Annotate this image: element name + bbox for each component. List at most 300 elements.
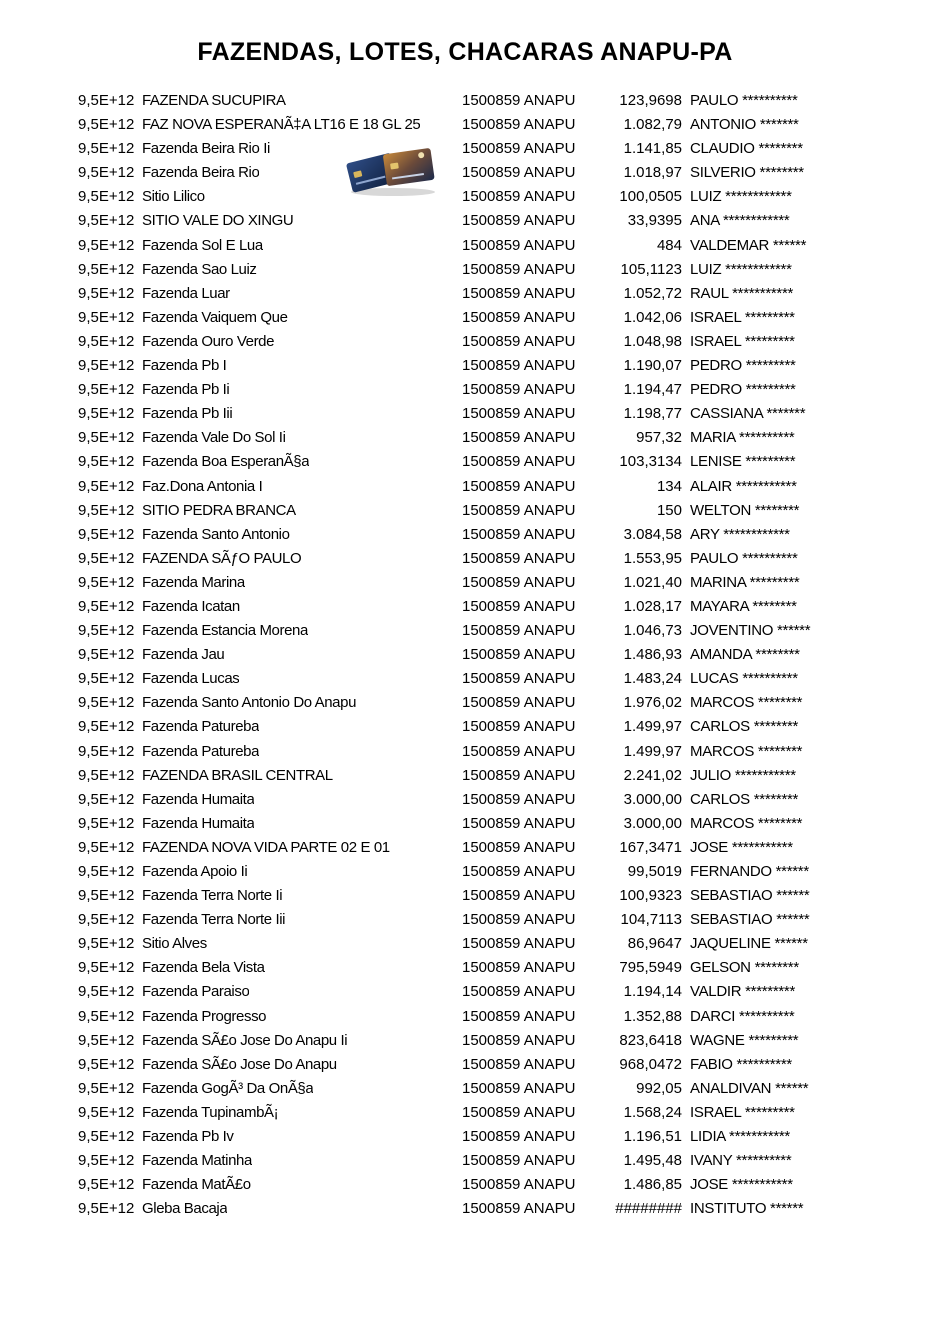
property-name-cell: Fazenda Terra Norte Iii — [142, 911, 286, 929]
city-name: ANAPU — [523, 477, 576, 495]
area-cell: 1.196,51 — [623, 1128, 682, 1146]
area-cell: 1.194,14 — [623, 983, 682, 1001]
table-row — [0, 715, 930, 739]
owner-cell: SILVERIO ******** — [690, 164, 804, 182]
area-cell: 3.084,58 — [623, 525, 682, 543]
code-cell: 9,5E+12 — [78, 1007, 135, 1025]
municipality-cell — [462, 956, 575, 980]
city-name: ANAPU — [523, 1031, 576, 1049]
city-name: ANAPU — [523, 1176, 576, 1194]
table-row — [0, 475, 930, 499]
ibge-code: 1500859 — [462, 284, 521, 302]
owner-cell: RAUL *********** — [690, 284, 794, 302]
city-name: ANAPU — [523, 212, 576, 230]
ibge-code: 1500859 — [462, 381, 521, 399]
city-name: ANAPU — [523, 622, 576, 640]
ibge-code: 1500859 — [462, 1128, 521, 1146]
code-cell: 9,5E+12 — [78, 1079, 135, 1097]
area-cell: 1.553,95 — [623, 549, 682, 567]
area-cell: 1.486,85 — [623, 1176, 682, 1194]
property-name-cell: Fazenda Luar — [142, 284, 230, 302]
code-cell: 9,5E+12 — [78, 308, 135, 326]
table-row — [0, 595, 930, 619]
code-cell: 9,5E+12 — [78, 549, 135, 567]
city-name: ANAPU — [523, 260, 576, 278]
ibge-code: 1500859 — [462, 838, 521, 856]
property-name-cell: Fazenda Ouro Verde — [142, 332, 275, 350]
municipality-cell — [462, 1149, 575, 1173]
city-name: ANAPU — [523, 116, 576, 134]
code-cell: 9,5E+12 — [78, 887, 135, 905]
municipality-cell — [462, 234, 575, 258]
city-name: ANAPU — [523, 1055, 576, 1073]
ibge-code: 1500859 — [462, 1055, 521, 1073]
property-name-cell: FAZENDA BRASIL CENTRAL — [142, 766, 333, 784]
ibge-code: 1500859 — [462, 332, 521, 350]
property-name-cell: FAZENDA NOVA VIDA PARTE 02 E 01 — [142, 838, 390, 856]
table-row — [0, 667, 930, 691]
code-cell: 9,5E+12 — [78, 260, 135, 278]
code-cell: 9,5E+12 — [78, 140, 135, 158]
area-cell: 86,9647 — [627, 935, 682, 953]
owner-cell: FABIO ********** — [690, 1055, 792, 1073]
ibge-code: 1500859 — [462, 453, 521, 471]
municipality-cell — [462, 836, 575, 860]
property-name-cell: SITIO VALE DO XINGU — [142, 212, 294, 230]
table-row — [0, 836, 930, 860]
municipality-cell — [462, 1029, 575, 1053]
city-name: ANAPU — [523, 188, 576, 206]
municipality-cell — [462, 185, 575, 209]
code-cell: 9,5E+12 — [78, 1103, 135, 1121]
ibge-code: 1500859 — [462, 646, 521, 664]
owner-cell: FERNANDO ****** — [690, 863, 809, 880]
code-cell: 9,5E+12 — [78, 1055, 135, 1073]
property-name-cell: Fazenda Apoio Ii — [142, 863, 248, 880]
code-cell: 9,5E+12 — [78, 501, 135, 519]
table-row — [0, 185, 930, 209]
ibge-code: 1500859 — [462, 549, 521, 567]
ibge-code: 1500859 — [462, 1152, 521, 1170]
ibge-code: 1500859 — [462, 887, 521, 905]
city-name: ANAPU — [523, 646, 576, 664]
code-cell: 9,5E+12 — [78, 983, 135, 1001]
owner-cell: JULIO *********** — [690, 766, 796, 784]
ibge-code: 1500859 — [462, 911, 521, 929]
code-cell: 9,5E+12 — [78, 790, 135, 808]
table-row — [0, 113, 930, 137]
city-name: ANAPU — [523, 549, 576, 567]
city-name: ANAPU — [523, 92, 576, 109]
ibge-code: 1500859 — [462, 983, 521, 1001]
municipality-cell — [462, 1101, 575, 1125]
owner-cell: MARIA ********** — [690, 429, 795, 447]
code-cell: 9,5E+12 — [78, 332, 135, 350]
code-cell: 9,5E+12 — [78, 1200, 135, 1218]
city-name: ANAPU — [523, 501, 576, 519]
municipality-cell — [462, 306, 575, 330]
area-cell: 1.042,06 — [623, 308, 682, 326]
municipality-cell — [462, 1005, 575, 1029]
code-cell: 9,5E+12 — [78, 1176, 135, 1194]
owner-cell: WAGNE ********* — [690, 1031, 799, 1049]
table-row — [0, 932, 930, 956]
property-name-cell: Faz.Dona Antonia I — [142, 477, 263, 495]
city-name: ANAPU — [523, 790, 576, 808]
city-name: ANAPU — [523, 357, 576, 375]
ibge-code: 1500859 — [462, 597, 521, 615]
table-row — [0, 282, 930, 306]
table-row — [0, 956, 930, 980]
city-name: ANAPU — [523, 935, 576, 953]
city-name: ANAPU — [523, 694, 576, 712]
area-cell: 1.499,97 — [623, 742, 682, 760]
ibge-code: 1500859 — [462, 116, 521, 134]
property-name-cell: Fazenda Santo Antonio — [142, 525, 290, 543]
area-cell: 123,9698 — [619, 92, 682, 109]
municipality-cell — [462, 908, 575, 932]
owner-cell: JOSE *********** — [690, 838, 793, 856]
code-cell: 9,5E+12 — [78, 405, 135, 423]
table-row — [0, 547, 930, 571]
code-cell: 9,5E+12 — [78, 188, 135, 206]
property-name-cell: Fazenda Humaita — [142, 814, 255, 832]
table-row — [0, 908, 930, 932]
code-cell: 9,5E+12 — [78, 863, 135, 880]
code-cell: 9,5E+12 — [78, 766, 135, 784]
code-cell: 9,5E+12 — [78, 742, 135, 760]
code-cell: 9,5E+12 — [78, 622, 135, 640]
property-name-cell: Fazenda SÃ£o Jose Do Anapu — [142, 1055, 337, 1073]
property-name-cell: Fazenda Estancia Morena — [142, 622, 308, 640]
table-row — [0, 450, 930, 474]
property-name-cell: FAZENDA SUCUPIRA — [142, 92, 286, 109]
code-cell: 9,5E+12 — [78, 116, 135, 134]
municipality-cell — [462, 595, 575, 619]
property-name-cell: Fazenda GogÃ³ Da OnÃ§a — [142, 1079, 314, 1097]
municipality-cell — [462, 426, 575, 450]
property-name-cell: FAZ NOVA ESPERANÃ‡A LT16 E 18 GL 25 — [142, 116, 421, 134]
area-cell: 3.000,00 — [623, 814, 682, 832]
area-cell: 484 — [656, 236, 682, 254]
city-name: ANAPU — [523, 1200, 576, 1218]
records-list — [0, 89, 930, 1221]
area-cell: 1.052,72 — [623, 284, 682, 302]
code-cell: 9,5E+12 — [78, 284, 135, 302]
table-row — [0, 1053, 930, 1077]
ibge-code: 1500859 — [462, 1079, 521, 1097]
owner-cell: CASSIANA ******* — [690, 405, 806, 423]
city-name: ANAPU — [523, 1152, 576, 1170]
table-row — [0, 234, 930, 258]
property-name-cell: Fazenda Icatan — [142, 597, 240, 615]
code-cell: 9,5E+12 — [78, 1152, 135, 1170]
area-cell: 105,1123 — [620, 260, 682, 278]
municipality-cell — [462, 113, 575, 137]
city-name: ANAPU — [523, 670, 576, 688]
ibge-code: 1500859 — [462, 935, 521, 953]
municipality-cell — [462, 1077, 575, 1101]
property-name-cell: Fazenda Bela Vista — [142, 959, 265, 977]
city-name: ANAPU — [523, 236, 576, 254]
table-row — [0, 764, 930, 788]
owner-cell: JOVENTINO ****** — [690, 622, 811, 640]
municipality-cell — [462, 1053, 575, 1077]
city-name: ANAPU — [523, 983, 576, 1001]
property-name-cell: Fazenda Patureba — [142, 718, 260, 736]
area-cell: 33,9395 — [627, 212, 682, 230]
table-row — [0, 1173, 930, 1197]
owner-cell: LUCAS ********** — [690, 670, 798, 688]
table-row — [0, 1149, 930, 1173]
city-name: ANAPU — [523, 863, 576, 880]
table-row — [0, 330, 930, 354]
ibge-code: 1500859 — [462, 236, 521, 254]
municipality-cell — [462, 715, 575, 739]
owner-cell: DARCI ********** — [690, 1007, 795, 1025]
area-cell: 1.976,02 — [623, 694, 682, 712]
code-cell: 9,5E+12 — [78, 597, 135, 615]
owner-cell: JOSE *********** — [690, 1176, 793, 1194]
owner-cell: SEBASTIAO ****** — [690, 887, 810, 905]
municipality-cell — [462, 860, 575, 884]
owner-cell: ANALDIVAN ****** — [690, 1079, 809, 1097]
owner-cell: ANTONIO ******* — [690, 116, 799, 134]
ibge-code: 1500859 — [462, 260, 521, 278]
table-row — [0, 1197, 930, 1221]
table-row — [0, 209, 930, 233]
municipality-cell — [462, 740, 575, 764]
credit-cards-image — [345, 145, 437, 197]
table-row — [0, 619, 930, 643]
city-name: ANAPU — [523, 140, 576, 158]
municipality-cell — [462, 884, 575, 908]
table-row — [0, 306, 930, 330]
municipality-cell — [462, 1125, 575, 1149]
table-row — [0, 980, 930, 1004]
area-cell: 1.190,07 — [623, 357, 682, 375]
area-cell: 1.495,48 — [623, 1152, 682, 1170]
city-name: ANAPU — [523, 429, 576, 447]
code-cell: 9,5E+12 — [78, 1128, 135, 1146]
code-cell: 9,5E+12 — [78, 646, 135, 664]
owner-cell: ANA ************ — [690, 212, 790, 230]
owner-cell: LUIZ ************ — [690, 260, 792, 278]
property-name-cell: Fazenda Jau — [142, 646, 225, 664]
property-name-cell: Fazenda Sao Luiz — [142, 260, 257, 278]
city-name: ANAPU — [523, 525, 576, 543]
city-name: ANAPU — [523, 381, 576, 399]
city-name: ANAPU — [523, 1103, 576, 1121]
ibge-code: 1500859 — [462, 766, 521, 784]
municipality-cell — [462, 764, 575, 788]
owner-cell: MARINA ********* — [690, 573, 800, 591]
owner-cell: ISRAEL ********* — [690, 308, 795, 326]
city-name: ANAPU — [523, 887, 576, 905]
area-cell: 1.352,88 — [623, 1007, 682, 1025]
property-name-cell: Fazenda Santo Antonio Do Anapu — [142, 694, 357, 712]
area-cell: 1.499,97 — [623, 718, 682, 736]
municipality-cell — [462, 209, 575, 233]
area-cell: 1.486,93 — [623, 646, 682, 664]
municipality-cell — [462, 1197, 575, 1221]
owner-cell: MARCOS ******** — [690, 694, 803, 712]
property-name-cell: Fazenda Boa EsperanÃ§a — [142, 453, 310, 471]
property-name-cell: Gleba Bacaja — [142, 1200, 228, 1218]
table-row — [0, 1125, 930, 1149]
table-row — [0, 571, 930, 595]
owner-cell: LENISE ********* — [690, 453, 796, 471]
ibge-code: 1500859 — [462, 670, 521, 688]
owner-cell: PEDRO ********* — [690, 357, 796, 375]
area-cell: 100,0505 — [619, 188, 682, 206]
property-name-cell: Fazenda Beira Rio — [142, 164, 260, 182]
code-cell: 9,5E+12 — [78, 429, 135, 447]
property-name-cell: Fazenda Pb I — [142, 357, 227, 375]
table-row — [0, 812, 930, 836]
owner-cell: VALDIR ********* — [690, 983, 795, 1001]
owner-cell: ISRAEL ********* — [690, 332, 795, 350]
ibge-code: 1500859 — [462, 1200, 521, 1218]
ibge-code: 1500859 — [462, 525, 521, 543]
municipality-cell — [462, 137, 575, 161]
municipality-cell — [462, 788, 575, 812]
municipality-cell — [462, 330, 575, 354]
table-row — [0, 378, 930, 402]
table-row — [0, 258, 930, 282]
ibge-code: 1500859 — [462, 622, 521, 640]
municipality-cell — [462, 161, 575, 185]
code-cell: 9,5E+12 — [78, 718, 135, 736]
table-row — [0, 1101, 930, 1125]
property-name-cell: Fazenda Paraiso — [142, 983, 250, 1001]
ibge-code: 1500859 — [462, 814, 521, 832]
table-row — [0, 137, 930, 161]
area-cell: 100,9323 — [619, 887, 682, 905]
code-cell: 9,5E+12 — [78, 911, 135, 929]
ibge-code: 1500859 — [462, 1176, 521, 1194]
area-cell: 1.021,40 — [623, 573, 682, 591]
area-cell: 1.048,98 — [623, 332, 682, 350]
owner-cell: PAULO ********** — [690, 92, 798, 109]
ibge-code: 1500859 — [462, 959, 521, 977]
owner-cell: VALDEMAR ****** — [690, 236, 807, 254]
municipality-cell — [462, 282, 575, 306]
ibge-code: 1500859 — [462, 1103, 521, 1121]
municipality-cell — [462, 258, 575, 282]
area-cell: 795,5949 — [619, 959, 682, 977]
area-cell: 1.483,24 — [623, 670, 682, 688]
property-name-cell: Fazenda Pb Ii — [142, 381, 230, 399]
city-name: ANAPU — [523, 838, 576, 856]
city-name: ANAPU — [523, 718, 576, 736]
city-name: ANAPU — [523, 742, 576, 760]
table-row — [0, 691, 930, 715]
owner-cell: GELSON ******** — [690, 959, 799, 977]
code-cell: 9,5E+12 — [78, 525, 135, 543]
table-row — [0, 1029, 930, 1053]
owner-cell: CARLOS ******** — [690, 718, 799, 736]
code-cell: 9,5E+12 — [78, 164, 135, 182]
area-cell: 99,5019 — [627, 863, 682, 880]
owner-cell: ISRAEL ********* — [690, 1103, 795, 1121]
property-name-cell: Fazenda Sol E Lua — [142, 236, 263, 254]
owner-cell: CARLOS ******** — [690, 790, 799, 808]
municipality-cell — [462, 691, 575, 715]
owner-cell: PEDRO ********* — [690, 381, 796, 399]
area-cell: 1.194,47 — [623, 381, 682, 399]
ibge-code: 1500859 — [462, 742, 521, 760]
ibge-code: 1500859 — [462, 863, 521, 880]
code-cell: 9,5E+12 — [78, 212, 135, 230]
owner-cell: CLAUDIO ******** — [690, 140, 803, 158]
municipality-cell — [462, 402, 575, 426]
ibge-code: 1500859 — [462, 429, 521, 447]
property-name-cell: Fazenda SÃ£o Jose Do Anapu Ii — [142, 1031, 348, 1049]
code-cell: 9,5E+12 — [78, 670, 135, 688]
municipality-cell — [462, 643, 575, 667]
city-name: ANAPU — [523, 959, 576, 977]
municipality-cell — [462, 547, 575, 571]
city-name: ANAPU — [523, 573, 576, 591]
area-cell: 1.082,79 — [623, 116, 682, 134]
area-cell: ######## — [615, 1200, 682, 1218]
area-cell: 167,3471 — [619, 838, 682, 856]
city-name: ANAPU — [523, 911, 576, 929]
code-cell: 9,5E+12 — [78, 92, 135, 109]
table-row — [0, 1005, 930, 1029]
area-cell: 1.141,85 — [623, 140, 682, 158]
area-cell: 1.198,77 — [623, 405, 682, 423]
table-row — [0, 499, 930, 523]
property-name-cell: Sitio Alves — [142, 935, 207, 953]
owner-cell: MARCOS ******** — [690, 742, 803, 760]
area-cell: 992,05 — [636, 1079, 682, 1097]
table-row — [0, 426, 930, 450]
property-name-cell: Fazenda Matinha — [142, 1152, 252, 1170]
property-name-cell: Fazenda Vaiquem Que — [142, 308, 288, 326]
table-row — [0, 788, 930, 812]
municipality-cell — [462, 523, 575, 547]
table-row — [0, 860, 930, 884]
ibge-code: 1500859 — [462, 188, 521, 206]
property-name-cell: Sitio Lilico — [142, 188, 205, 206]
city-name: ANAPU — [523, 597, 576, 615]
property-name-cell: SITIO PEDRA BRANCA — [142, 501, 296, 519]
property-name-cell: Fazenda Pb Iii — [142, 405, 233, 423]
municipality-cell — [462, 499, 575, 523]
code-cell: 9,5E+12 — [78, 935, 135, 953]
owner-cell: JAQUELINE ****** — [690, 935, 808, 953]
city-name: ANAPU — [523, 284, 576, 302]
table-row — [0, 354, 930, 378]
municipality-cell — [462, 980, 575, 1004]
municipality-cell — [462, 354, 575, 378]
municipality-cell — [462, 667, 575, 691]
property-name-cell: Fazenda Humaita — [142, 790, 255, 808]
ibge-code: 1500859 — [462, 477, 521, 495]
ibge-code: 1500859 — [462, 405, 521, 423]
city-name: ANAPU — [523, 332, 576, 350]
area-cell: 968,0472 — [619, 1055, 682, 1073]
area-cell: 104,7113 — [620, 911, 682, 929]
property-name-cell: Fazenda TupinambÃ¡ — [142, 1103, 279, 1121]
area-cell: 1.046,73 — [623, 622, 682, 640]
city-name: ANAPU — [523, 453, 576, 471]
city-name: ANAPU — [523, 164, 576, 182]
ibge-code: 1500859 — [462, 164, 521, 182]
municipality-cell — [462, 619, 575, 643]
